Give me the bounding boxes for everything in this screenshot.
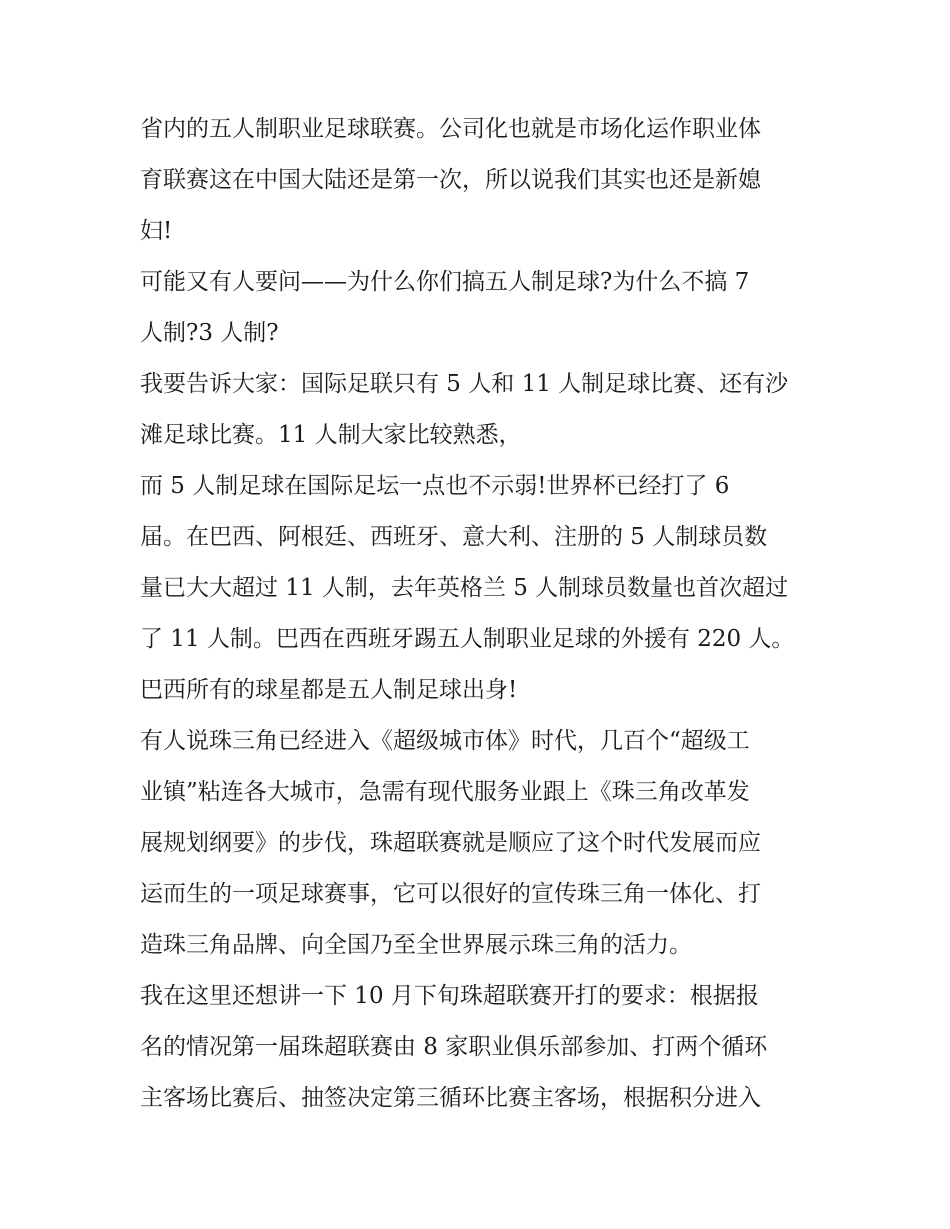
text-line: 展规划纲要》的步伐，珠超联赛就是顺应了这个时代发展而应: [140, 830, 761, 856]
text-line: 造珠三角品牌、向全国乃至全世界展示珠三角的活力。: [140, 932, 692, 958]
text-line: 妇!: [140, 218, 173, 244]
text-line: 巴西所有的球星都是五人制足球出身!: [140, 677, 518, 703]
text-line: 有人说珠三角已经进入《超级城市体》时代，几百个“超级工: [140, 728, 750, 754]
text-line: 我要告诉大家：国际足联只有 5 人和 11 人制足球比赛、还有沙: [140, 371, 789, 397]
text-line: 了 11 人制。巴西在西班牙踢五人制职业足球的外援有 220 人。: [140, 626, 795, 652]
text-line: 名的情况第一届珠超联赛由 8 家职业俱乐部参加、打两个循环: [140, 1034, 768, 1060]
text-line: 省内的五人制职业足球联赛。公司化也就是市场化运作职业体: [140, 116, 761, 142]
text-line: 运而生的一项足球赛事，它可以很好的宣传珠三角一体化、打: [140, 881, 761, 907]
text-line: 可能又有人要问——为什么你们搞五人制足球?为什么不搞 7: [140, 269, 750, 295]
text-line: 我在这里还想讲一下 10 月下旬珠超联赛开打的要求：根据报: [140, 983, 759, 1009]
text-line: 主客场比赛后、抽签决定第三循环比赛主客场，根据积分进入: [140, 1085, 761, 1111]
text-line: 量已大大超过 11 人制，去年英格兰 5 人制球员数量也首次超过: [140, 575, 789, 601]
text-line: 而 5 人制足球在国际足坛一点也不示弱!世界杯已经打了 6: [140, 473, 730, 499]
text-line: 育联赛这在中国大陆还是第一次，所以说我们其实也还是新媳: [140, 167, 761, 193]
text-line: 人制?3 人制?: [140, 320, 279, 346]
text-line: 滩足球比赛。11 人制大家比较熟悉，: [140, 422, 522, 448]
document-body: [140, 104, 812, 1124]
text-line: 届。在巴西、阿根廷、西班牙、意大利、注册的 5 人制球员数: [140, 524, 768, 550]
text-line: 业镇”粘连各大城市，急需有现代服务业跟上《珠三角改革发: [140, 779, 750, 805]
